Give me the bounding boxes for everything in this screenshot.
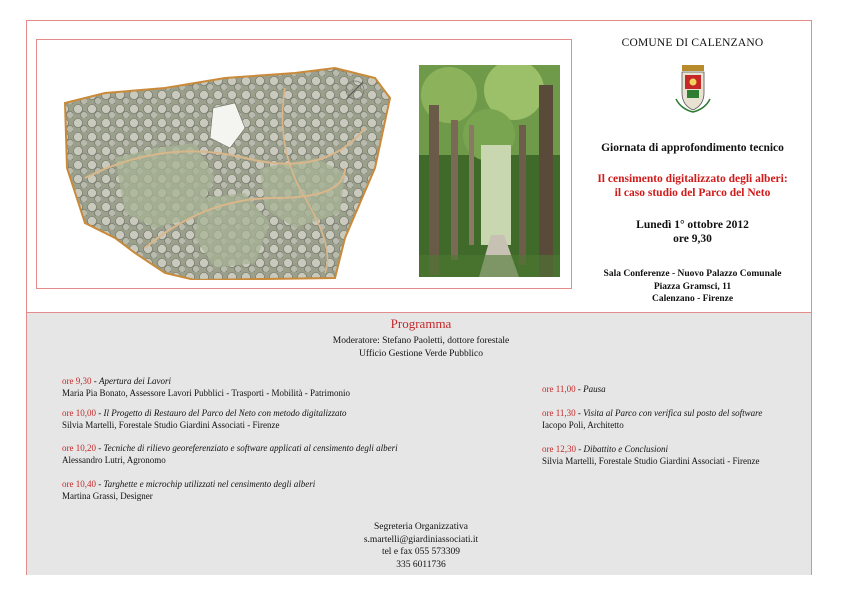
program-item: ore 11,00 - Pausa bbox=[542, 384, 606, 394]
item-speaker: Martina Grassi, Designer bbox=[62, 490, 153, 501]
event-datetime bbox=[585, 218, 800, 246]
program-item: ore 12,30 - Dibattito e Conclusioni Silvia Martelli, Forestale Studio Giardini Associati - Firenze bbox=[542, 444, 760, 466]
item-title: Il Progetto di Restauro del Parco del Neto con metodo digitalizzato bbox=[103, 408, 347, 418]
secretary-label: Segreteria Organizzativa bbox=[374, 522, 468, 532]
images-box bbox=[36, 39, 572, 289]
park-map-image bbox=[45, 48, 393, 280]
moderator-line2: Ufficio Gestione Verde Pubblico bbox=[359, 348, 483, 359]
item-time: ore 10,20 bbox=[62, 443, 96, 453]
moderator-line1: Moderatore: Stefano Paoletti, dottore forestale bbox=[332, 336, 510, 346]
header-info bbox=[585, 37, 800, 306]
item-time: ore 12,30 bbox=[542, 444, 576, 454]
item-time: ore 10,00 bbox=[62, 408, 96, 418]
item-title: Tecniche di rilievo georeferenziato e software applicati al censimento degli alberi bbox=[103, 443, 398, 453]
secretary-email[interactable]: s.martelli@giardiniassociati.it bbox=[363, 534, 479, 545]
venue-line3: Calenzano - Firenze bbox=[651, 294, 734, 304]
item-speaker: Maria Pia Bonato, Assessore Lavori Pubblici - Trasporti - Mobilità - Patrimonio bbox=[62, 387, 350, 398]
item-time: ore 9,30 bbox=[62, 376, 92, 386]
venue-line2: Piazza Gramsci, 11 bbox=[653, 281, 732, 292]
item-time: ore 10,40 bbox=[62, 479, 96, 489]
item-title: Pausa bbox=[583, 384, 606, 394]
item-title: Visita al Parco con verifica sul posto del software bbox=[583, 408, 763, 418]
item-title: Apertura dei Lavori bbox=[99, 376, 171, 386]
venue-line1: Sala Conferenze - Nuovo Palazzo Comunale bbox=[603, 269, 782, 279]
program-item: ore 9,30 - Apertura dei Lavori Maria Pia Bonato, Assessore Lavori Pubblici - Trasporti - Mobilità - Patrimonio bbox=[62, 376, 350, 398]
event-title bbox=[585, 172, 800, 200]
program-item: ore 10,40 - Targhette e microchip utilizzati nel censimento degli alberi Martina Grassi, Designer bbox=[62, 479, 316, 501]
item-time: ore 11,30 bbox=[542, 408, 576, 418]
event-title-line1: Il censimento digitalizzato degli alberi: bbox=[597, 173, 788, 185]
moderator bbox=[0, 335, 842, 360]
program-heading: Programma bbox=[390, 316, 452, 331]
secretary-info bbox=[0, 521, 842, 571]
secretary-mobile: 335 6011736 bbox=[396, 559, 446, 570]
program-item: ore 11,30 - Visita al Parco con verifica sul posto del software Iacopo Poli, Architetto bbox=[542, 408, 763, 430]
item-title: Targhette e microchip utilizzati nel censimento degli alberi bbox=[103, 479, 316, 489]
event-date: Lunedì 1° ottobre 2012 bbox=[636, 219, 749, 231]
event-subtitle: Giornata di approfondimento tecnico bbox=[601, 142, 784, 154]
coat-of-arms-icon bbox=[673, 63, 713, 113]
item-speaker: Alessandro Lutri, Agronomo bbox=[62, 454, 166, 465]
event-venue bbox=[585, 268, 800, 306]
comune-name: COMUNE DI CALENZANO bbox=[621, 37, 764, 49]
program-item: ore 10,00 - Il Progetto di Restauro del Parco del Neto con metodo digitalizzato Silvia Martelli, Forestale Studio Giardini Associati - Firenze bbox=[62, 408, 347, 430]
secretary-phone: tel e fax 055 573309 bbox=[381, 547, 461, 557]
item-speaker: Silvia Martelli, Forestale Studio Giardini Associati - Firenze bbox=[542, 455, 760, 466]
item-speaker: Silvia Martelli, Forestale Studio Giardini Associati - Firenze bbox=[62, 419, 280, 430]
item-title: Dibattito e Conclusioni bbox=[583, 444, 668, 454]
program-item: ore 10,20 - Tecniche di rilievo georeferenziato e software applicati al censimento degli alberi Alessandro Lutri, Agronomo bbox=[62, 443, 398, 465]
item-time: ore 11,00 bbox=[542, 384, 576, 394]
item-speaker: Iacopo Poli, Architetto bbox=[542, 419, 624, 430]
event-title-line2: il caso studio del Parco del Neto bbox=[614, 187, 771, 199]
event-time: ore 9,30 bbox=[673, 233, 712, 245]
forest-photo bbox=[419, 65, 560, 277]
